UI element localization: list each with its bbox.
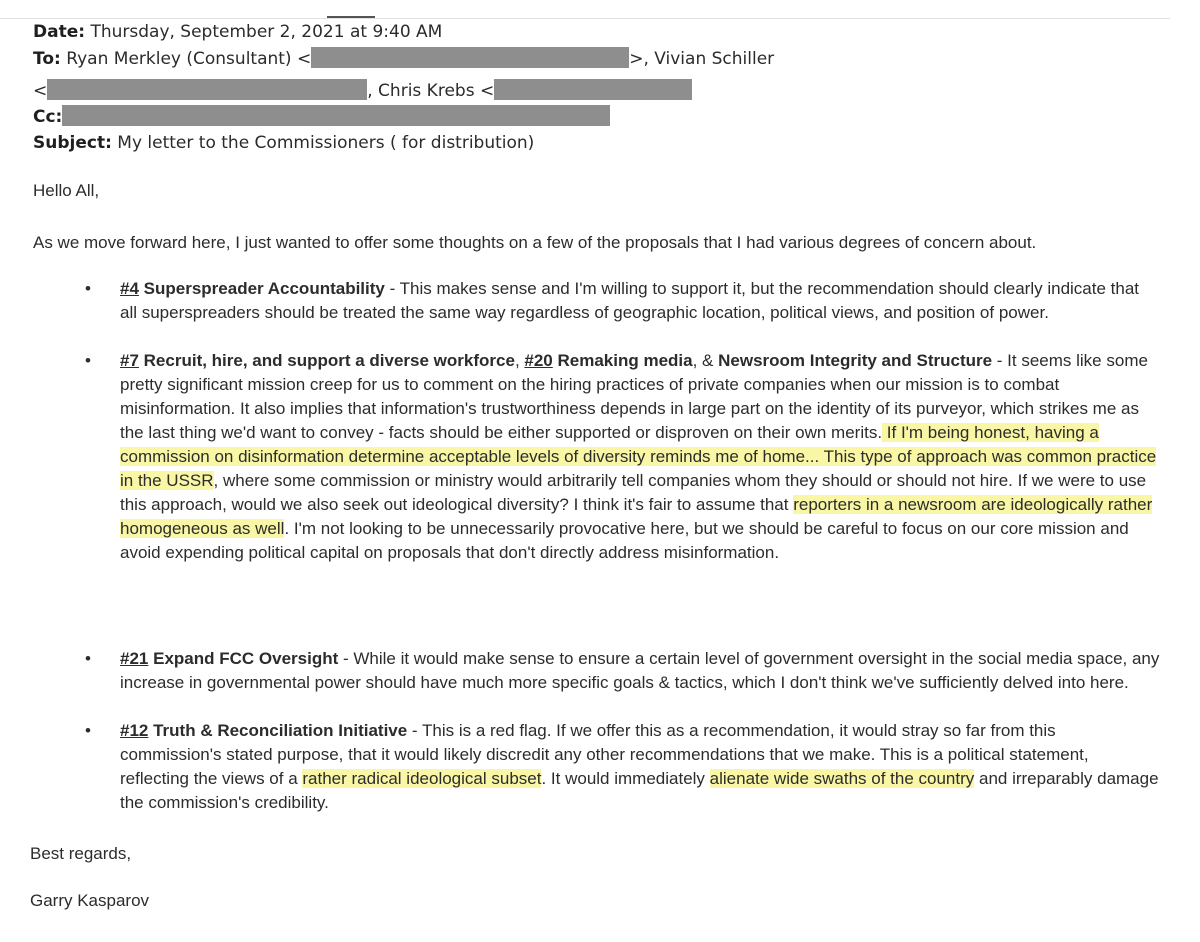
proposal-comment: . I'm not looking to be unnecessarily provocative here, but we should be careful to focus on our core mission and avoid expending political capital on proposals that don't directly address misinformation.: [120, 519, 1129, 562]
proposal-comment: - This is a red flag. If we offer this as a recommendation, it would stray so far from this commission's stated purpose, that it would likely discredit any other recommendations that we make. This is a political statement, reflecting the views of a: [120, 721, 1089, 788]
header-mark: [327, 16, 375, 18]
highlighted-text: If I'm being honest, having a commission on disinformation determine acceptable levels of diversity reminds me of home... This type of approach was common practice in the USSR: [120, 423, 1157, 490]
proposal-title: Superspreader Accountability: [143, 279, 385, 298]
proposal-comment: , where some commission or ministry would arbitrarily tell companies whom they should or should not hire. If we were to use this approach, would we also seek out ideological diversity? I think it's fair to assume that: [120, 471, 1147, 514]
concerns-list: [80, 277, 1160, 815]
proposal-comment: - While it would make sense to ensure a certain level of government oversight in the social media space, any increase in governmental power should have much more specific goals & tactics, which I don't think we've sufficiently delved into here.: [120, 649, 1160, 692]
signature: Garry Kasparov: [30, 891, 150, 910]
to-recipient-1: Ryan Merkley (Consultant) <: [66, 49, 312, 69]
proposal-number: #21: [120, 649, 149, 668]
proposal-comment: . It would immediately: [541, 769, 710, 788]
highlighted-text: reporters in a newsroom are ideologically rather homogeneous as well: [120, 495, 1153, 538]
highlighted-text: alienate wide swaths of the country: [709, 769, 975, 788]
redaction-block: [494, 79, 692, 100]
list-item: [80, 349, 1160, 647]
highlighted-text: rather radical ideological subset: [302, 769, 542, 788]
proposal-title: Expand FCC Oversight: [153, 649, 339, 668]
proposal-comment: - This makes sense and I'm willing to support it, but the recommendation should clearly indicate that all superspreaders should be treated the same way regardless of geographic location, political views, and position of power.: [120, 279, 1140, 322]
bullet: •: [85, 649, 91, 668]
proposal-number: #12: [120, 721, 149, 740]
closing: Best regards,: [30, 844, 132, 863]
proposal-title: Recruit, hire, and support a diverse workforce: [143, 351, 515, 370]
bullet: •: [85, 351, 91, 370]
top-divider: [0, 18, 1170, 19]
proposal-number: #4: [120, 279, 139, 298]
proposal-comment: and irreparably damage the commission's credibility.: [120, 769, 1159, 812]
proposal-title: Remaking media: [557, 351, 693, 370]
list-item: [80, 277, 1160, 349]
redaction-block: [311, 47, 629, 68]
to-recipient-2: >, Vivian Schiller: [629, 49, 775, 69]
cc-label: Cc:: [33, 107, 63, 127]
separator: , &: [692, 351, 719, 370]
greeting: Hello All,: [33, 181, 100, 200]
to-line-continued: [33, 79, 692, 103]
to-label: To:: [33, 49, 61, 69]
proposal-title: Truth & Reconciliation Initiative: [153, 721, 408, 740]
subject-line: [33, 131, 534, 155]
subject-label: Subject:: [33, 133, 112, 153]
intro-paragraph: As we move forward here, I just wanted to offer some thoughts on a few of the proposals that I had various degrees of concern about.: [33, 233, 1037, 252]
proposal-title: Newsroom Integrity and Structure: [718, 351, 993, 370]
bullet: •: [85, 721, 91, 740]
proposal-number: #20: [524, 351, 553, 370]
date-value: Thursday, September 2, 2021 at 9:40 AM: [90, 22, 443, 42]
to-open-bracket: <: [33, 81, 48, 101]
date-line: [33, 20, 442, 44]
subject-value: My letter to the Commissioners ( for distribution): [117, 133, 535, 153]
proposal-comment: - It seems like some pretty significant mission creep for us to comment on the hiring practices of private companies when our mission is to combat misinformation. It also implies that information's trustworthiness depends in large part on the identity of its purveyor, which strikes me as the last thing we'd want to convey - facts should be either supported or disproven on their own merits.: [120, 351, 1148, 442]
to-line: [33, 47, 774, 71]
list-item: [80, 647, 1160, 719]
date-label: Date:: [33, 22, 86, 42]
to-recipient-3: , Chris Krebs <: [367, 81, 495, 101]
separator: ,: [514, 351, 525, 370]
redaction-block: [47, 79, 367, 100]
bullet: •: [85, 279, 91, 298]
proposal-number: #7: [120, 351, 139, 370]
redaction-block: [62, 105, 610, 126]
cc-line: [33, 105, 610, 129]
list-item: [80, 719, 1160, 815]
